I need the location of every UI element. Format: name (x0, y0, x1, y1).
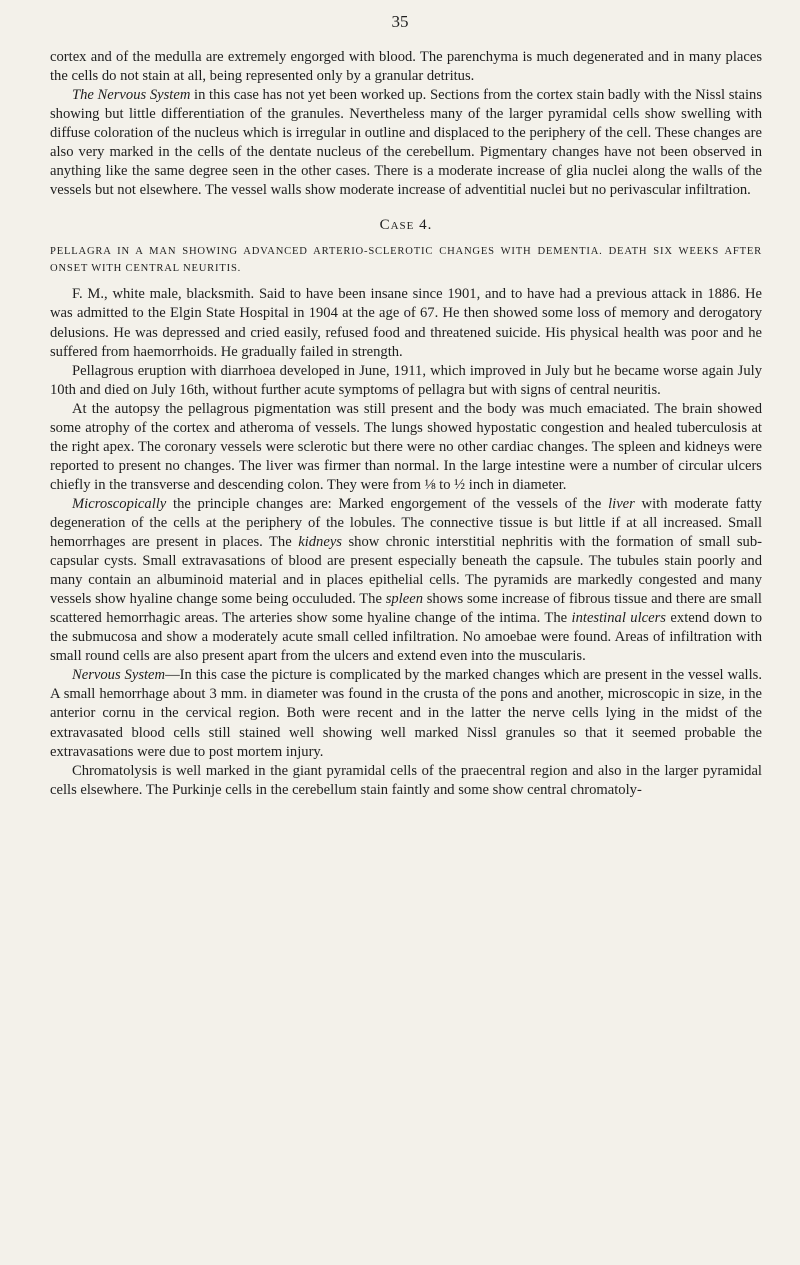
paragraph-nervous-system-case4 (50, 666, 762, 761)
paragraph-text: shows some increase of fibrous tissue and there are small scattered hemorrhagic areas. The arteries show some hyaline change of the intima. The (50, 591, 762, 627)
paragraph-history: F. M., white male, blacksmith. Said to have been insane since 1901, and to have had a previous attack in 1886. He was admitted to the Elgin State Hospital in 1904 at the age of 67. He then showed some loss of memory and derogatory delusions. He was depressed and cried easily, refused food and threatened suicide. His physical health was poor and he suffered from haemorrhoids. He gradually failed in strength. (50, 286, 762, 360)
organ-kidneys: kidneys (298, 534, 342, 551)
paragraph-text: show chronic interstitial nephritis with the formation of small sub-capsular cysts. Small extravasations of blood are present especially beneath the capsule. The tubules stain poorly and many contain an albuminoid material and in places epithelial cells. The pyramids are markedly congested and many vessels show hyaline change some being occuluded. The (50, 534, 763, 608)
paragraph-onset: Pellagrous eruption with diarrhoea developed in June, 1911, which improved in July but he became worse again July 10th and died on July 16th, without further acute symptoms of pellagra but with signs of central neuritis. (50, 362, 762, 398)
paragraph-text: —In this case the picture is complicated by the marked changes which are present in the vessel walls. A small hemorrhage about 3 mm. in diameter was found in the crusta of the pons and another, microscopic in size, in the anterior cornu in the cervical region. Both were recent and in the latter the nerve cells lying in the midst of the extravasated blood cells still stained well showing well marked Nissl granules so that it seemed probable the extravasations were due to post mortem injury. (50, 667, 762, 760)
organ-intestinal-ulcers: intestinal ulcers (571, 610, 666, 627)
paragraph-text: the principle changes are: Marked engorgement of the vessels of the (166, 495, 609, 512)
paragraph-nervous-system-case3 (50, 86, 762, 200)
paragraph-microscopic (50, 495, 762, 666)
organ-spleen: spleen (385, 591, 423, 608)
page-number: 35 (391, 12, 409, 31)
body-text (50, 48, 762, 800)
paragraph-text: with moderate fatty degeneration of the cells at the periphery of the lobules. The connective tissue is but little if at all increased. Small hemorrhages are present in places. The (50, 495, 762, 551)
paragraph-text: extend down to the submucosa and show a moderately acute small celled infiltration. No amoebae were found. Areas of infiltration with small round cells are also present apart from the ulcers and extend even into the muscularis. (50, 610, 762, 665)
section-label-nervous-system: Nervous System (72, 667, 166, 684)
paragraph-autopsy: At the autopsy the pellagrous pigmentation was still present and the body was much emaciated. The brain showed some atrophy of the cortex and atheroma of vessels. The lungs showed hypostatic congestion and healed tuberculosis at the right apex. The coronary vessels were sclerotic but there were no other cardiac changes. The spleen and kidneys were reported to present no changes. The liver was firmer than normal. In the large intestine were a number of circular ulcers chiefly in the transverse and descending colon. They were from ⅛ to ½ inch in diameter. (50, 400, 762, 493)
paragraph-text: in this case has not yet been worked up. Sections from the cortex stain badly with the Nissl stains showing but little differentiation of the granules. Nevertheless many of the larger pyramidal cells show swelling with diffuse coloration of the nucleus which is irregular in outline and displaced to the periphery of the cell. These changes are also very marked in the cells of the dentate nucleus of the cerebellum. Pigmentary changes have not been observed in anything like the same degree seen in the other cases. There is a moderate increase of glia nuclei along the walls of the vessels but not elsewhere. The vessel walls show moderate increase of adventitial nuclei but no perivascular infiltration. (50, 87, 762, 199)
section-label-microscopically: Microscopically (72, 495, 167, 512)
section-label-nervous-system: The Nervous System (72, 87, 191, 104)
case-heading: Case 4. (379, 217, 433, 234)
paragraph-cortex: cortex and of the medulla are extremely engorged with blood. The parenchyma is much degenerated and in many places the cells do not stain at all, being represented only by a granular detritus. (50, 49, 762, 85)
organ-liver: liver (608, 495, 635, 512)
paragraph-chromatolysis: Chromatolysis is well marked in the giant pyramidal cells of the praecentral region and also in the larger pyramidal cells elsewhere. The Purkinje cells in the cerebellum stain faintly and some show central chromatoly- (50, 762, 762, 798)
case-subtitle: PELLAGRA IN A MAN SHOWING ADVANCED ARTERIO-SCLEROTIC CHANGES WITH DEMENTIA. DEATH SIX WEEKS AFTER ONSET WITH CENTRAL NEURITIS. (50, 246, 762, 275)
